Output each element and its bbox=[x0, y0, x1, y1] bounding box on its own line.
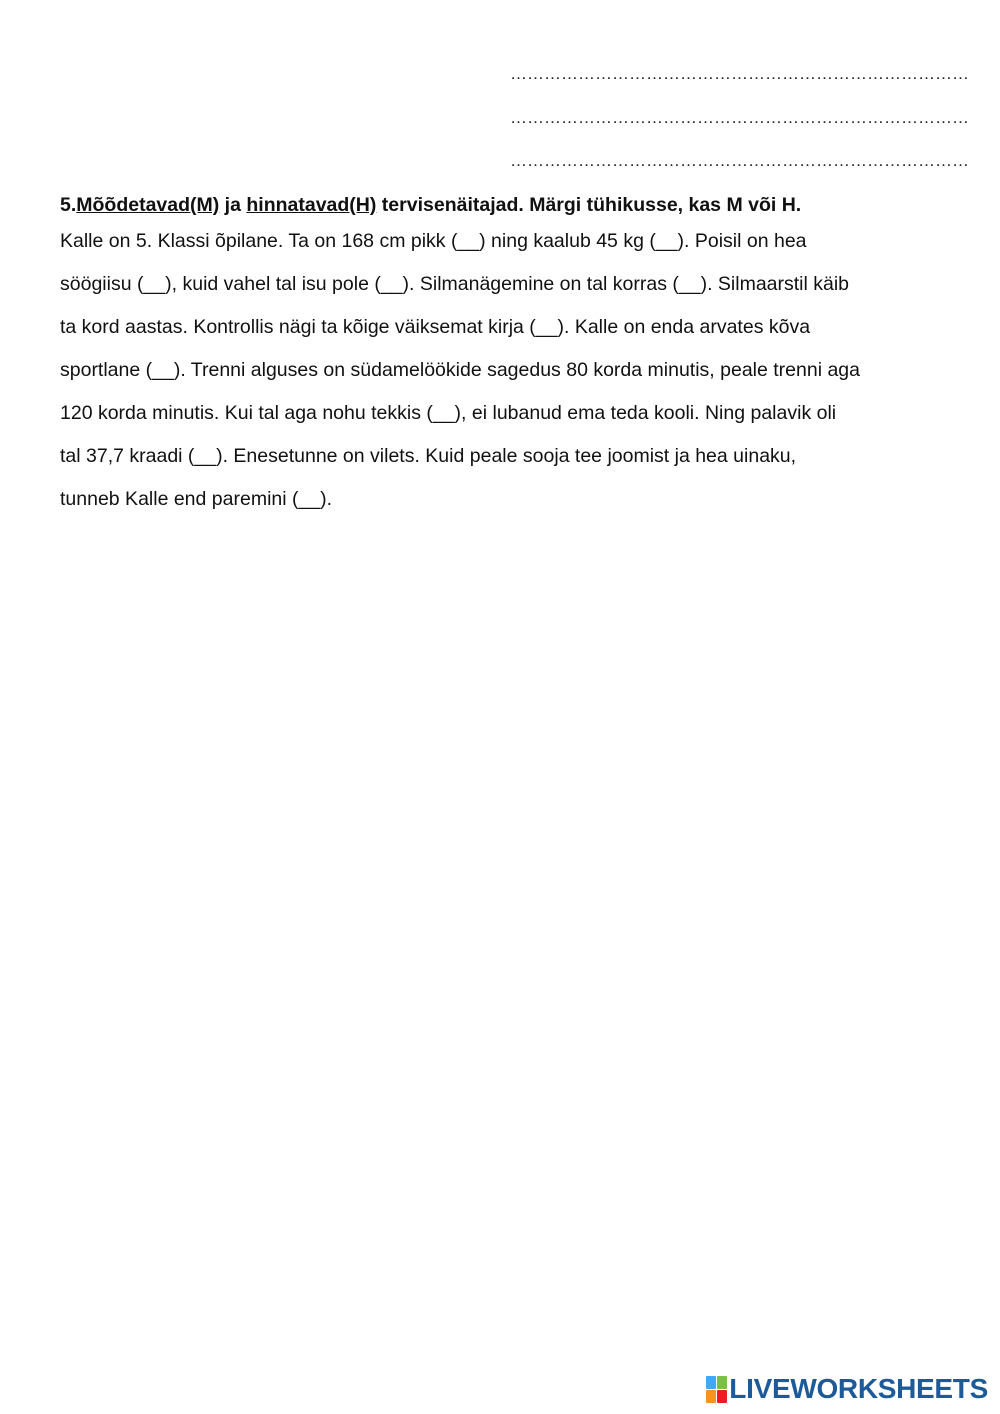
measurable-term: Mõõdetavad(M) bbox=[76, 194, 220, 216]
text-line-5: 120 korda minutis. Kui tal aga nohu tekkis (__), ei lubanud ema teda kooli. Ning palavik oli bbox=[60, 402, 837, 424]
liveworksheets-logo bbox=[706, 1374, 988, 1404]
logo-mark-cell bbox=[717, 1376, 727, 1389]
title-connector: ja bbox=[219, 194, 247, 216]
text-line-6: tal 37,7 kraadi (__). Enesetunne on vilets. Kuid peale sooja tee joomist ja hea uinaku, bbox=[60, 445, 797, 467]
logo-mark-cell bbox=[706, 1390, 716, 1403]
logo-mark-cell bbox=[706, 1376, 716, 1389]
text-line-7: tunneb Kalle end paremini (__). bbox=[60, 488, 333, 510]
text-line-3: ta kord aastas. Kontrollis nägi ta kõige väiksemat kirja (__). Kalle on enda arvates kõva bbox=[60, 316, 811, 338]
task-text bbox=[60, 220, 950, 521]
logo-text: LIVEWORKSHEETS bbox=[729, 1373, 988, 1404]
assessable-term: hinnatavad(H) bbox=[246, 194, 377, 216]
answer-line-2[interactable]: ……………………………………………………………………… bbox=[510, 108, 969, 127]
task-number: 5. bbox=[60, 194, 77, 216]
logo-mark-cell bbox=[717, 1390, 727, 1403]
task-5 bbox=[60, 190, 950, 521]
answer-line-3[interactable]: ……………………………………………………………………… bbox=[510, 151, 969, 170]
logo-mark-icon bbox=[706, 1376, 726, 1402]
task-title bbox=[60, 190, 950, 220]
answer-line-1[interactable]: ……………………………………………………………………… bbox=[510, 64, 969, 83]
text-line-1: Kalle on 5. Klassi õpilane. Ta on 168 cm pikk (__) ning kaalub 45 kg (__). Poisil on hea bbox=[60, 230, 807, 252]
title-instruction: tervisenäitajad. Märgi tühikusse, kas M või H. bbox=[376, 194, 802, 216]
text-line-2: söögiisu (__), kuid vahel tal isu pole (__). Silmanägemine on tal korras (__). Silmaarstil käib bbox=[60, 273, 850, 295]
text-line-4: sportlane (__). Trenni alguses on südamelöökide sagedus 80 korda minutis, peale trenni aga bbox=[60, 359, 860, 381]
